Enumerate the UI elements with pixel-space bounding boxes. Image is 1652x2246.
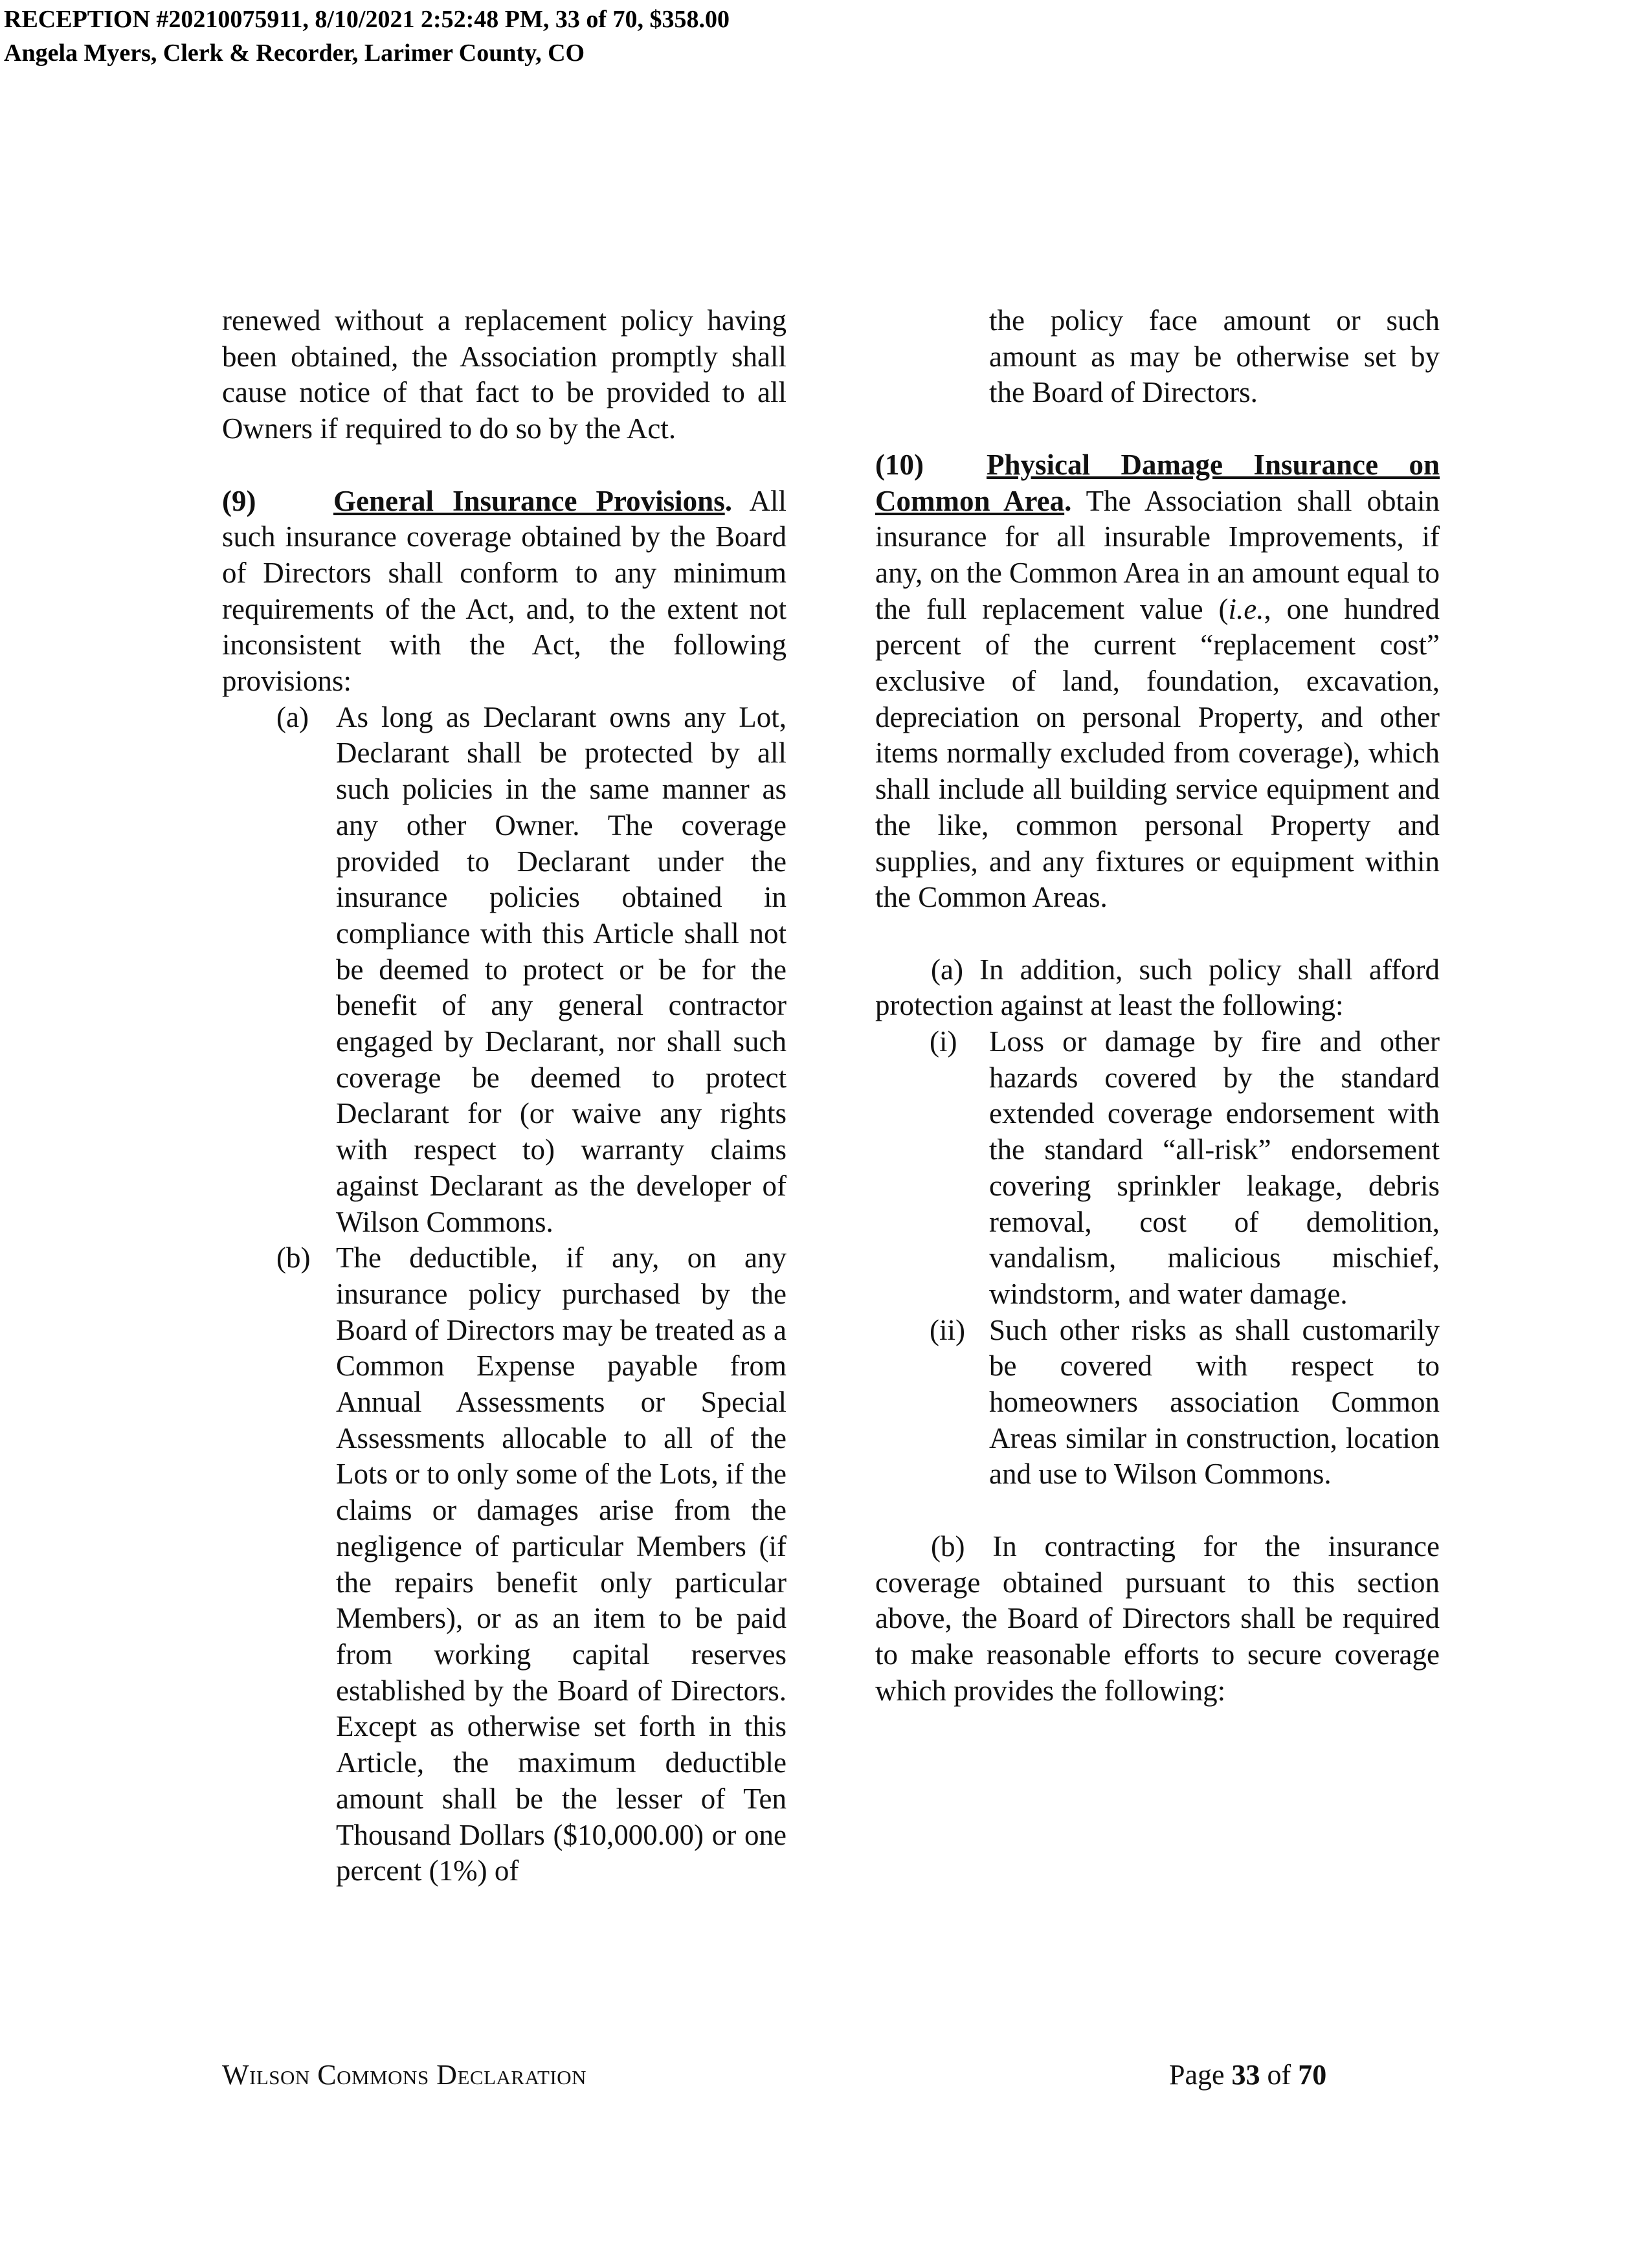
subsection-a-label: (a)	[276, 700, 309, 733]
section-10	[875, 447, 1440, 916]
section-9-number: (9)	[222, 484, 256, 517]
subsection-b-label: (b)	[276, 1241, 311, 1274]
subsection-ii	[875, 1313, 1440, 1493]
section-10-body-1: The Association shall obtain insurance for all insurable Improvements, if any, on the Common Area in an amount equal to the full replacement value (	[875, 484, 1440, 625]
section-9	[222, 484, 787, 700]
subsection-a	[222, 700, 787, 1241]
recording-line-1: RECEPTION #20210075911, 8/10/2021 2:52:48 PM, 33 of 70, $358.00	[4, 6, 730, 33]
page-total: 70	[1298, 2059, 1327, 2091]
page-prefix: Page	[1169, 2059, 1232, 2091]
subsection-b-text: The deductible, if any, on any insurance policy purchased by the Board of Directors may be treated as a Common Expense payable from Annual Assessments or Special Assessments allocable to all of the Lots or to only some of the Lots, if the claims or damages arise from the negligence of particular Members (if the repairs benefit only particular Members), or as an item to be paid from working capital reserves established by the Board of Directors. Except as otherwise set forth in this Article, the maximum deductible amount shall be the lesser of Ten Thousand Dollars ($10,000.00) or one percent (1%) of	[336, 1241, 787, 1887]
subsection-ii-text: Such other risks as shall customarily be covered with respect to homeowners association Common Areas similar in construction, location and use to Wilson Commons.	[989, 1313, 1440, 1491]
section-10-title-2: Common Area	[875, 484, 1065, 517]
right-column	[875, 303, 1440, 1709]
subsection-ii-label: (ii)	[930, 1313, 965, 1346]
section-10-number: (10)	[875, 448, 924, 481]
section-9-title: General Insurance Provisions	[333, 484, 725, 517]
page-current: 33	[1231, 2059, 1260, 2091]
section-10-ie: i.e.	[1228, 592, 1264, 625]
page-of: of	[1260, 2059, 1299, 2091]
subsection-i-text: Loss or damage by fire and other hazards covered by the standard extended coverage endorsement with the standard “all-risk” endorsement covering sprinkler leakage, debris removal, cost of demolition, vandalism, malicious mischief, windstorm, and water damage.	[989, 1025, 1440, 1310]
intro-paragraph: renewed without a replacement policy having been obtained, the Association promptly shall cause notice of that fact to be provided to all Owners if required to do so by the Act.	[222, 304, 787, 445]
subsection-a-text: As long as Declarant owns any Lot, Declarant shall be protected by all such policies in the same manner as any other Owner. The coverage provided to Declarant under the insurance policies obtained in compliance with this Article shall not be deemed to protect or be for the benefit of any general contractor engaged by Declarant, nor shall such coverage be deemed to protect Declarant for (or waive any rights with respect to) warranty claims against Declarant as the developer of Wilson Commons.	[336, 700, 787, 1238]
section-10-title-1: Physical Damage Insurance on	[987, 448, 1440, 481]
recording-stamp	[4, 3, 730, 70]
section-10-period: .	[1064, 484, 1072, 517]
footer-title: Wilson Commons Declaration	[222, 2059, 587, 2091]
subsection-10a-intro: (a) In addition, such policy shall afford protection against at least the following:	[875, 953, 1440, 1022]
subsection-b	[222, 1240, 787, 1889]
section-10-body-2: , one hundred percent of the current “replacement cost” exclusive of land, foundation, excavation, depreciation on personal Property, and other items normally excluded from coverage), which shall include all building service equipment and the like, common personal Property and supplies, and any fixtures or equipment within the Common Areas.	[875, 592, 1440, 914]
recording-line-2: Angela Myers, Clerk & Recorder, Larimer County, CO	[4, 39, 585, 67]
section-9-body: All such insurance coverage obtained by the Board of Directors shall conform to any minimum requirements of the Act, and, to the extent not inconsistent with the Act, the following provisions:	[222, 484, 787, 698]
continued-paragraph: the policy face amount or such amount as may be otherwise set by the Board of Directors.	[989, 304, 1440, 409]
footer-page-number	[1169, 2057, 1326, 2093]
left-column	[222, 303, 787, 1889]
subsection-i-label: (i)	[930, 1025, 957, 1058]
subsection-10b-intro: (b) In contracting for the insurance coverage obtained pursuant to this section above, the Board of Directors shall be required to make reasonable efforts to secure coverage which provides the following:	[875, 1529, 1440, 1707]
section-9-period: .	[724, 484, 732, 517]
subsection-i	[875, 1024, 1440, 1313]
